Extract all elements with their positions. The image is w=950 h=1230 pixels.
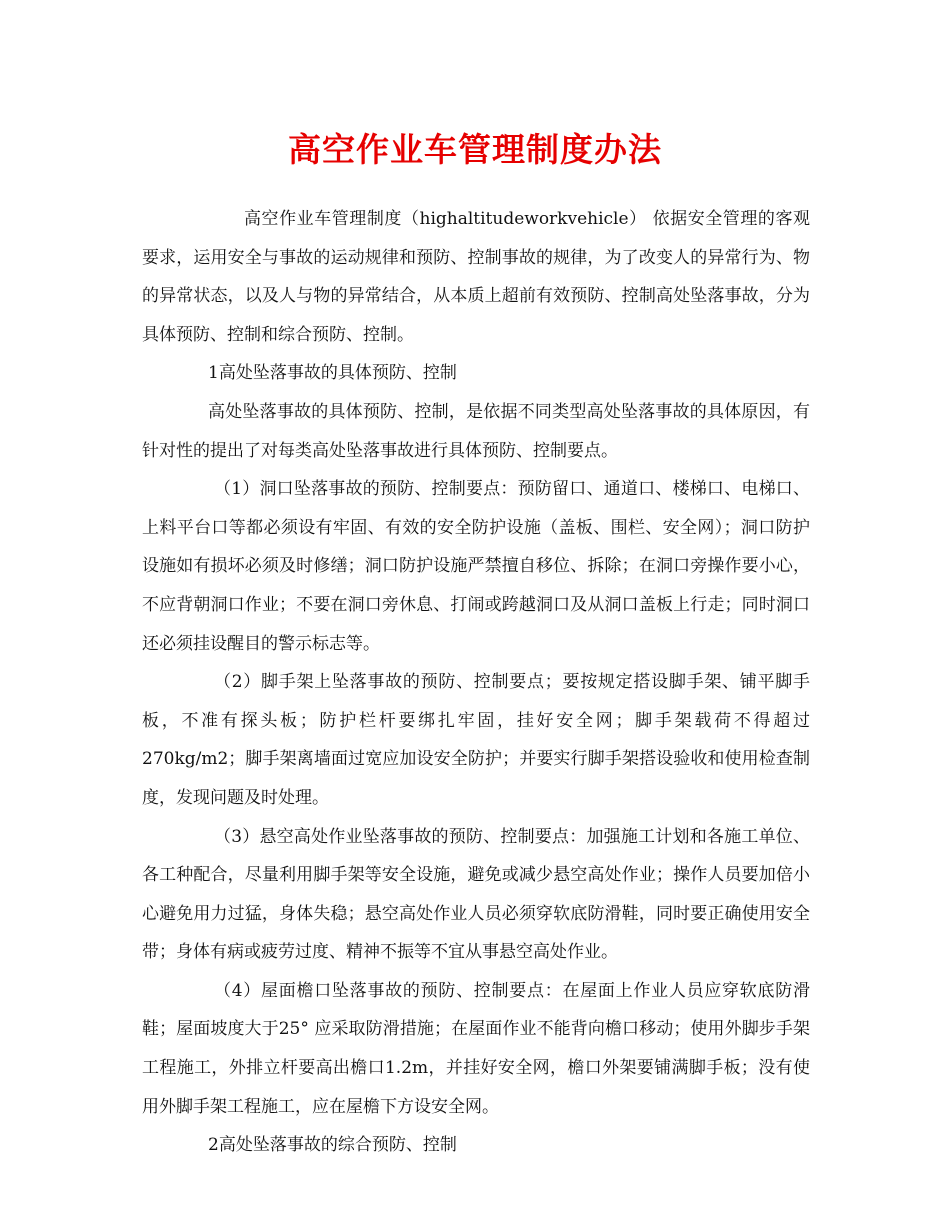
item-3-paragraph: （3）悬空高处作业坠落事故的预防、控制要点：加强施工计划和各施工单位、各工种配合，尽量利用脚手架等安全设施，避免或减少悬空高处作业；操作人员要加倍小心避免用力过猛，身体失稳；悬空高处作业人员必须穿软底防滑鞋，同时要正确使用安全带；身体有病或疲劳过度、精神不振等不宜从事悬空高处作业。 — [142, 826, 810, 963]
section-heading-1: 1高处坠落事故的具体预防、控制 — [208, 363, 457, 384]
item-1-paragraph: （1）洞口坠落事故的预防、控制要点：预防留口、通道口、楼梯口、电梯口、上料平台口等都必须设有牢固、有效的安全防护设施（盖板、围栏、安全网）；洞口防护设施如有损坏必须及时修缮；洞口防护设施严禁擅自移位、拆除；在洞口旁操作要小心，不应背朝洞口作业；不要在洞口旁休息、打闹或跨越洞口及从洞口盖板上行走；同时洞口还必须挂设醒目的警示标志等。 — [142, 479, 810, 654]
document-title: 高空作业车管理制度办法 — [288, 130, 662, 169]
document-body — [142, 200, 810, 1165]
intro-paragraph: 高空作业车管理制度（highaltitudeworkvehicle） 依据安全管理的客观要求，运用安全与事故的运动规律和预防、控制事故的规律，为了改变人的异常行为、物的异常状态，以及人与物的异常结合，从本质上超前有效预防、控制高处坠落事故，分为具体预防、控制和综合预防、控制。 — [142, 209, 810, 345]
item-4-paragraph: （4）屋面檐口坠落事故的预防、控制要点：在屋面上作业人员应穿软底防滑鞋；屋面坡度大于25° 应采取防滑措施；在屋面作业不能背向檐口移动；使用外脚步手架工程施工，外排立杆要高出檐口1.2m，并挂好安全网，檐口外架要铺满脚手板；没有使用外脚手架工程施工，应在屋檐下方设安全网。 — [142, 980, 810, 1117]
section-1-paragraph: 高处坠落事故的具体预防、控制，是依据不同类型高处坠落事故的具体原因，有针对性的提出了对每类高处坠落事故进行具体预防、控制要点。 — [142, 401, 810, 461]
section-heading-2: 2高处坠落事故的综合预防、控制 — [208, 1135, 457, 1156]
item-2-paragraph: （2）脚手架上坠落事故的预防、控制要点；要按规定搭设脚手架、铺平脚手板，不准有探头板；防护栏杆要绑扎牢固，挂好安全网；脚手架载荷不得超过270kg/m2；脚手架离墙面过宽应加设安全防护；并要实行脚手架搭设验收和使用检查制度，发现问题及时处理。 — [142, 672, 810, 808]
